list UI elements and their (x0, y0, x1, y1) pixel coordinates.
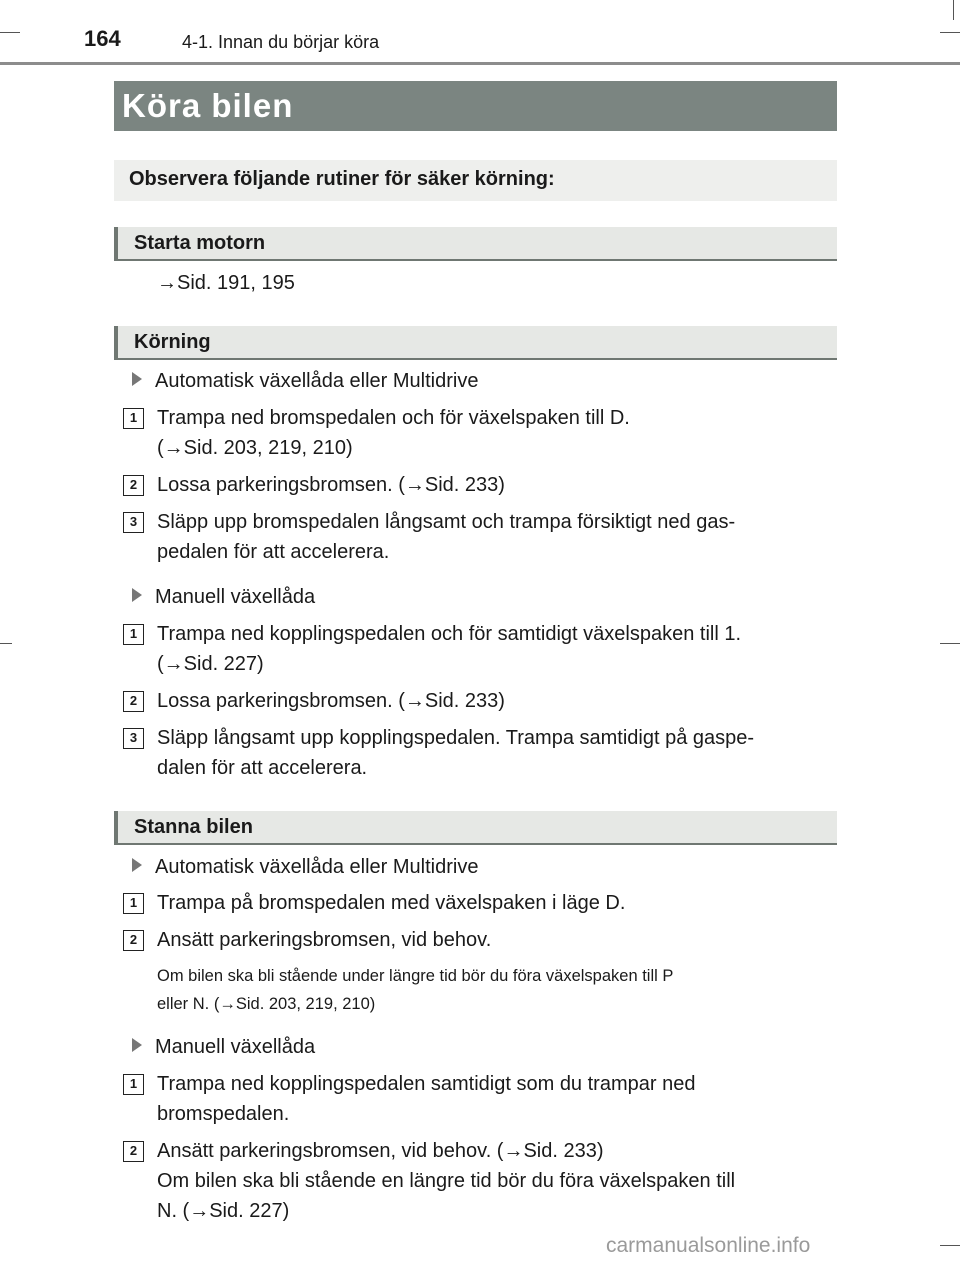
section-heading-start: Starta motorn (114, 227, 837, 261)
step-text: Trampa på bromspedalen med växelspaken i läge D. (157, 892, 626, 914)
triangle-bullet-icon (132, 858, 142, 872)
crop-mark (940, 1245, 960, 1246)
step-text: Släpp långsamt upp kopplingspedalen. Trampa samtidigt på gaspe- dalen för att accelerera. (157, 727, 755, 779)
step-text: Trampa ned bromspedalen och för växelspaken till D. (→Sid. 203, 219, 210) (157, 407, 630, 459)
step-badge: 1 (123, 893, 144, 914)
stopping-auto-label: Automatisk växellåda eller Multidrive (132, 852, 478, 882)
step-text: Ansätt parkeringsbromsen, vid behov. (157, 929, 492, 951)
start-reference: →Sid. 191, 195 (157, 272, 295, 294)
crop-mark (0, 643, 12, 644)
step-text: Ansätt parkeringsbromsen, vid behov. (→Sid. 233) Om bilen ska bli stående en längre tid bör du föra växelspaken till N. (→Sid. 227) (157, 1140, 736, 1222)
step-badge: 1 (123, 624, 144, 645)
crop-mark (953, 0, 954, 20)
step-badge: 2 (123, 1141, 144, 1162)
header-rule (0, 62, 960, 65)
step-badge: 1 (123, 408, 144, 429)
crop-mark (0, 32, 20, 33)
step-text: Lossa parkeringsbromsen. (→Sid. 233) (157, 474, 505, 496)
step-badge: 3 (123, 728, 144, 749)
triangle-bullet-icon (132, 372, 142, 386)
triangle-bullet-icon (132, 588, 142, 602)
section-heading-driving: Körning (114, 326, 837, 360)
step-text: Släpp upp bromspedalen långsamt och trampa försiktigt ned gas- pedalen för att accelerera. (157, 511, 736, 563)
driving-manual-label: Manuell växellåda (132, 582, 315, 612)
step-badge: 2 (123, 475, 144, 496)
crop-mark (940, 32, 960, 33)
crop-mark (940, 643, 960, 644)
step-badge: 2 (123, 691, 144, 712)
step-badge: 1 (123, 1074, 144, 1095)
intro-banner: Observera följande rutiner för säker körning: (114, 160, 837, 201)
step-text: Lossa parkeringsbromsen. (→Sid. 233) (157, 690, 505, 712)
note-text: Om bilen ska bli stående under längre tid bör du föra växelspaken till P eller N. (→Sid. 203, 219, 210) (157, 967, 674, 1013)
watermark: carmanualsonline.info (606, 1234, 811, 1257)
chapter-title: 4-1. Innan du börjar köra (182, 32, 380, 52)
step-badge: 3 (123, 512, 144, 533)
driving-auto-label: Automatisk växellåda eller Multidrive (132, 366, 478, 396)
triangle-bullet-icon (132, 1038, 142, 1052)
section-heading-stopping: Stanna bilen (114, 811, 837, 845)
step-text: Trampa ned kopplingspedalen och för samtidigt växelspaken till 1. (→Sid. 227) (157, 623, 742, 675)
stopping-manual-label: Manuell växellåda (132, 1032, 315, 1062)
step-badge: 2 (123, 930, 144, 951)
step-text: Trampa ned kopplingspedalen samtidigt som du trampar ned bromspedalen. (157, 1073, 696, 1125)
page-number: 164 (84, 26, 121, 51)
page-title: Köra bilen (114, 81, 837, 131)
